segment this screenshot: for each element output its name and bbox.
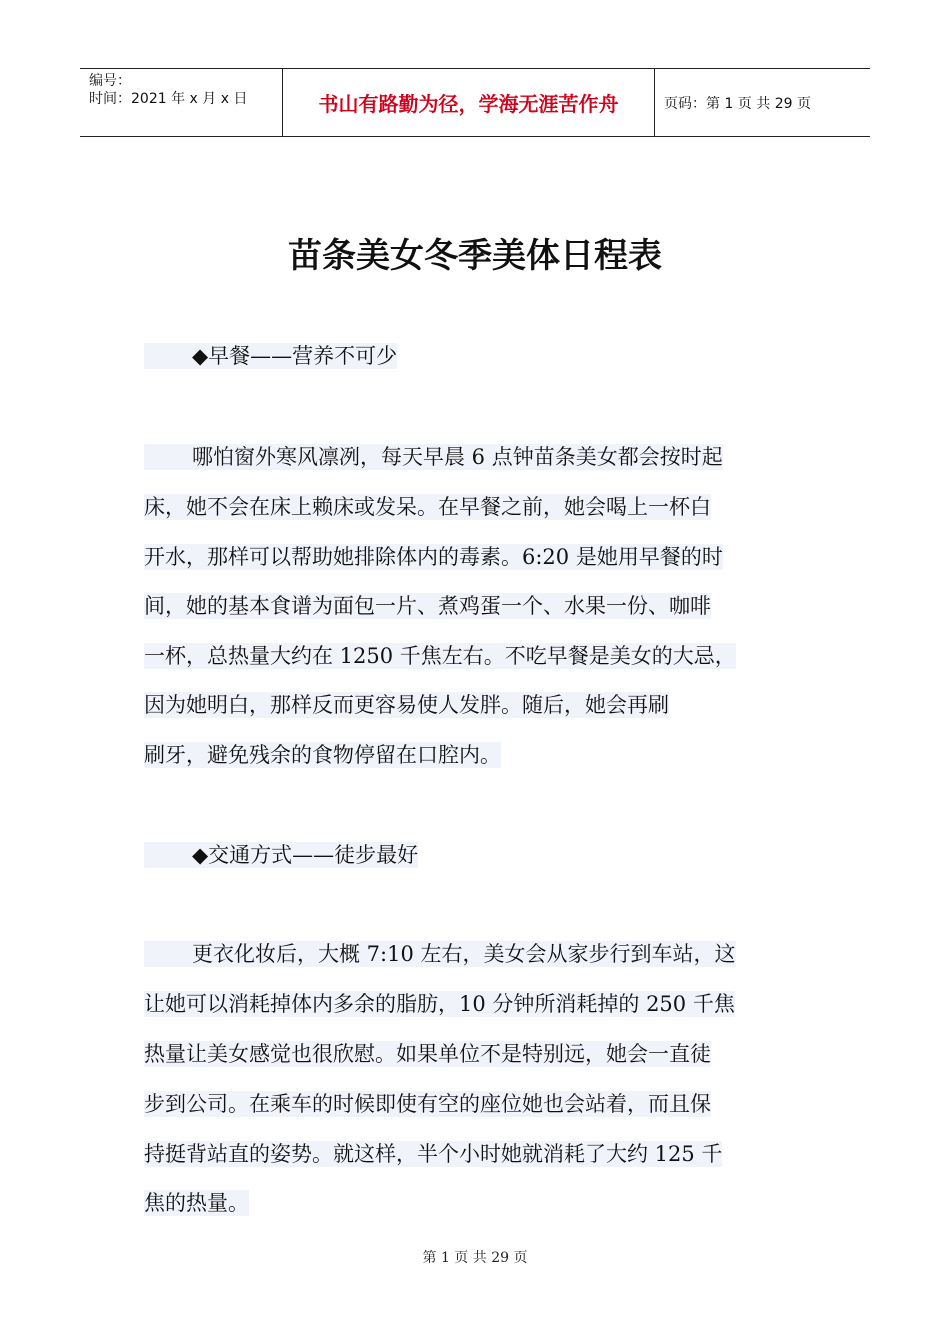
page-footer: 第 1 页 共 29 页 [422,1250,528,1266]
document-number: 编号： [89,73,131,89]
paragraph-line: 让她可以消耗掉体内多余的脂肪，10 分钟所消耗掉的 250 千焦 [144,992,735,1016]
paragraph-line: 焦的热量。 [144,1191,249,1215]
section-heading: ◆早餐——营养不可少 [144,343,397,369]
paragraph-line: 间，她的基本食谱为面包一片、煮鸡蛋一个、水果一份、咖啡 [144,594,711,618]
document-title: 苗条美女冬季美体日程表 [288,236,662,276]
paragraph-line: 热量让美女感觉也很欣慰。如果单位不是特别远，她会一直徒 [144,1042,711,1066]
paragraph-line: 持挺背站直的姿势。就这样，半个小时她就消耗了大约 125 千 [144,1142,723,1166]
paragraph-line: 步到公司。在乘车的时候即使有空的座位她也会站着，而且保 [144,1092,711,1116]
header-meta [80,69,282,136]
paragraph-line: 一杯，总热量大约在 1250 千焦左右。不吃早餐是美女的大忌， [144,644,736,668]
paragraph-line: 床，她不会在床上赖床或发呆。在早餐之前，她会喝上一杯白 [144,495,711,519]
paragraph-line: 刷牙，避免残余的食物停留在口腔内。 [144,743,501,767]
paragraph-line: 更衣化妆后，大概 7:10 左右，美女会从家步行到车站，这 [144,941,736,967]
section-heading: ◆交通方式——徒步最好 [144,842,418,868]
paragraph-line: 因为她明白，那样反而更容易使人发胖。随后，她会再刷 [144,693,669,717]
paragraph-line: 开水，那样可以帮助她排除体内的毒素。6:20 是她用早餐的时 [144,545,723,569]
header-page-info: 页码：第 1 页 共 29 页 [664,95,811,112]
paragraph-line: 哪怕窗外寒风凛冽，每天早晨 6 点钟苗条美女都会按时起 [144,444,723,470]
header-motto: 书山有路勤为径，学海无涯苦作舟 [282,69,655,136]
page-header [80,68,870,137]
document-date: 时间：2021 年 x 月 x 日 [89,91,248,107]
